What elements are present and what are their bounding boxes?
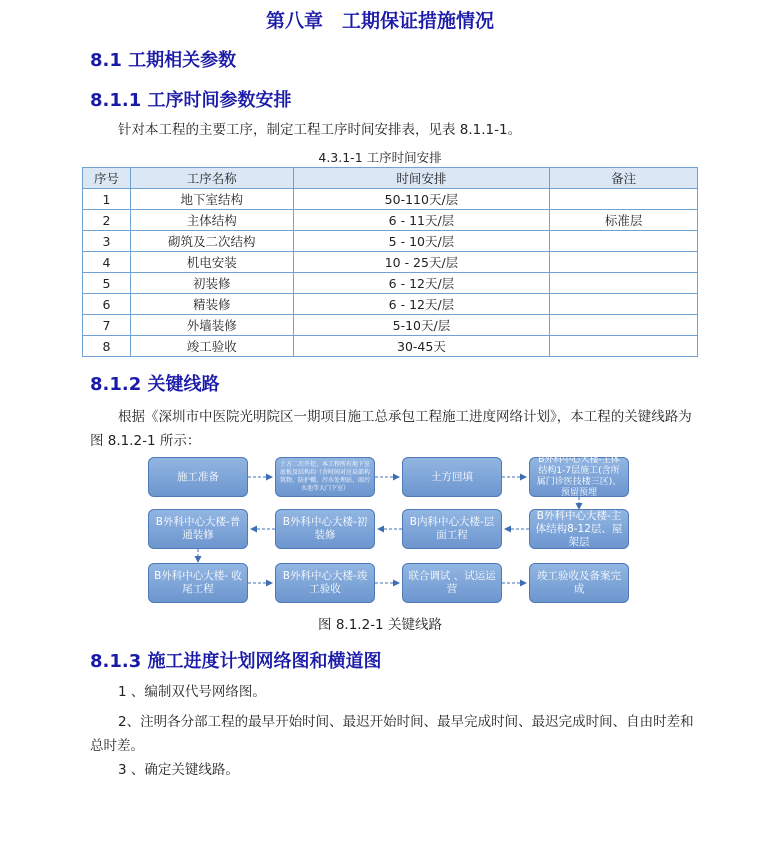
cell-remark — [550, 315, 698, 336]
cell-process: 地下室结构 — [130, 189, 293, 210]
cell-duration: 10 - 25天/层 — [293, 252, 550, 273]
flow-node-initial-decoration: B外科中心大楼-初装修 — [275, 509, 375, 549]
list-item: 1 、编制双代号网络图。 — [118, 684, 266, 700]
header-cell-duration: 时间安排 — [293, 168, 550, 189]
cell-index: 3 — [83, 231, 131, 252]
flow-node-construction-prep: 施工准备 — [148, 457, 248, 497]
table-row — [83, 273, 698, 294]
flow-node-earth-backfill: 土方回填 — [402, 457, 502, 497]
section-heading-8-1-1: 8.1.1 工序时间参数安排 — [90, 90, 292, 111]
critical-path-paragraph: 根据《深圳市中医院光明院区一期项目施工总承包工程施工进度网络计划》，本工程的关键线路为图 8.1.2-1 所示： — [90, 409, 692, 449]
list-item: 2、注明各分部工程的最早开始时间、最迟开始时间、最早完成时间、最迟完成时间、自由时差和总时差。 — [90, 714, 694, 754]
schedule-table — [82, 167, 698, 357]
cell-process: 主体结构 — [130, 210, 293, 231]
table-row — [83, 336, 698, 357]
cell-duration: 5 - 10天/层 — [293, 231, 550, 252]
cell-index: 8 — [83, 336, 131, 357]
header-cell-remark: 备注 — [550, 168, 698, 189]
flow-node-roof-works: B内科中心大楼-层面工程 — [402, 509, 502, 549]
flow-node-completion-acceptance: B外科中心大楼-竣工验收 — [275, 563, 375, 603]
cell-duration: 6 - 12天/层 — [293, 273, 550, 294]
section-heading-8-1-3: 8.1.3 施工进度计划网络图和横道图 — [90, 651, 382, 672]
cell-index: 4 — [83, 252, 131, 273]
cell-process: 砌筑及二次结构 — [130, 231, 293, 252]
flow-node-earthwork-basement: 土方二次开挖、本工程所有地下室底板及结构均（含时间对应局部构筑物、防护棚、污水处理站、雨污水池等大门下室） — [275, 457, 375, 497]
cell-duration: 6 - 11天/层 — [293, 210, 550, 231]
cell-index: 1 — [83, 189, 131, 210]
table-row — [83, 315, 698, 336]
cell-duration: 50-110天/层 — [293, 189, 550, 210]
cell-index: 5 — [83, 273, 131, 294]
critical-path-flowchart — [148, 452, 632, 610]
cell-remark: 标准层 — [550, 210, 698, 231]
cell-process: 初装修 — [130, 273, 293, 294]
cell-remark — [550, 252, 698, 273]
cell-index: 7 — [83, 315, 131, 336]
figure-caption: 图 8.1.2-1 关键线路 — [318, 617, 442, 633]
cell-remark — [550, 273, 698, 294]
section-heading-8-1: 8.1 工期相关参数 — [90, 50, 237, 71]
cell-duration: 30-45天 — [293, 336, 550, 357]
flow-node-general-decoration: B外科中心大楼-普通装修 — [148, 509, 248, 549]
cell-remark — [550, 231, 698, 252]
table-row — [83, 231, 698, 252]
section-heading-8-1-2: 8.1.2 关键线路 — [90, 374, 220, 395]
intro-paragraph: 针对本工程的主要工序，制定工程工序时间安排表，见表 8.1.1-1。 — [118, 122, 522, 138]
cell-remark — [550, 336, 698, 357]
table-row — [83, 189, 698, 210]
cell-process: 外墙装修 — [130, 315, 293, 336]
table-header-row — [83, 168, 698, 189]
flow-node-finishing-works: B外科中心大楼- 收尾工程 — [148, 563, 248, 603]
cell-process: 竣工验收 — [130, 336, 293, 357]
chapter-title: 第八章 工期保证措施情况 — [265, 10, 494, 32]
cell-remark — [550, 294, 698, 315]
table-row — [83, 294, 698, 315]
cell-index: 2 — [83, 210, 131, 231]
table-row — [83, 252, 698, 273]
cell-duration: 6 - 12天/层 — [293, 294, 550, 315]
header-cell-process: 工序名称 — [130, 168, 293, 189]
cell-remark — [550, 189, 698, 210]
table-caption: 4.3.1-1 工序时间安排 — [318, 150, 442, 165]
cell-index: 6 — [83, 294, 131, 315]
header-cell-index: 序号 — [83, 168, 131, 189]
flow-node-acceptance-filing: 竣工验收及备案完成 — [529, 563, 629, 603]
cell-process: 精装修 — [130, 294, 293, 315]
list-item: 3 、确定关键线路。 — [118, 762, 239, 778]
cell-process: 机电安装 — [130, 252, 293, 273]
flow-node-main-structure-1-7: B外科中心大楼-主体结构1-7层施工(含所属门诊医技楼三区)、预留预埋 — [529, 457, 629, 497]
table-row — [83, 210, 698, 231]
flow-node-main-structure-8-12: B外科中心大楼-主体结构8-12层、屋架层 — [529, 509, 629, 549]
flow-node-joint-commissioning: 联合调试 、试运运营 — [402, 563, 502, 603]
cell-duration: 5-10天/层 — [293, 315, 550, 336]
